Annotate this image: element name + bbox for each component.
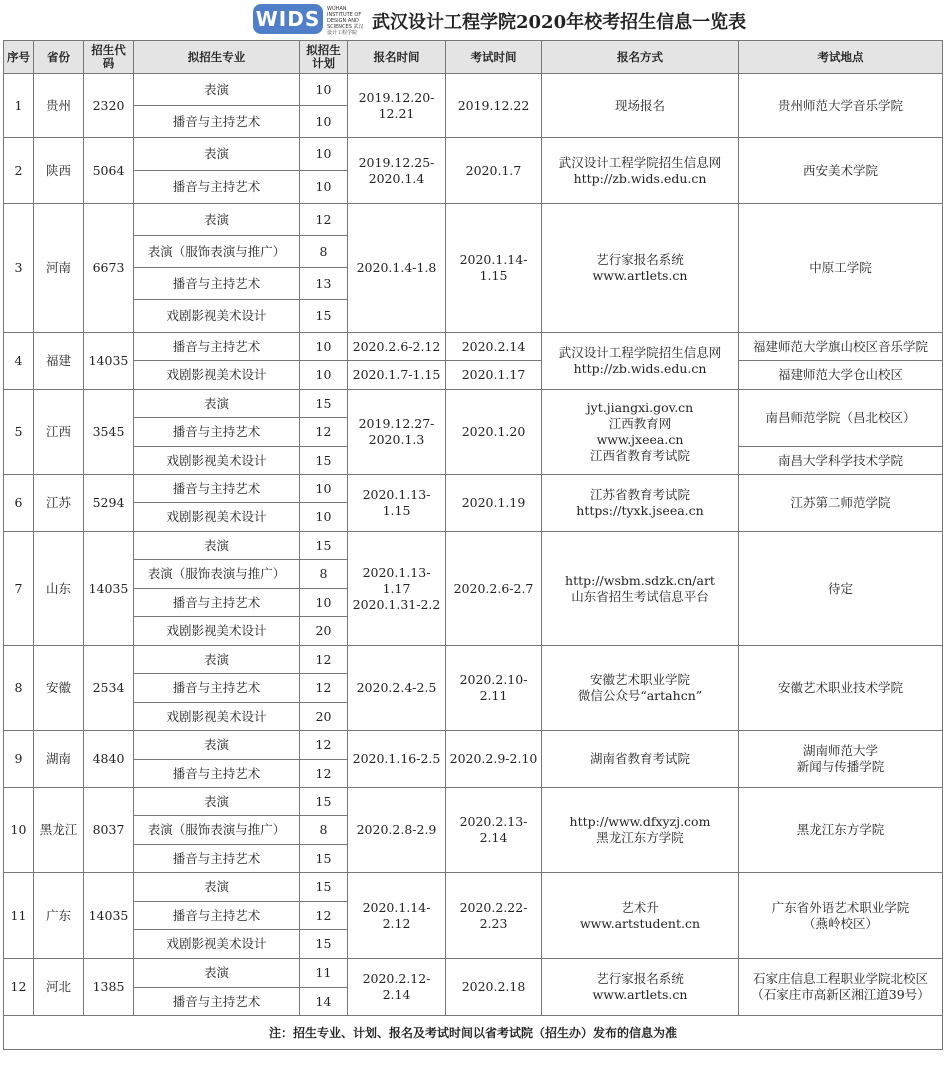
major-cell: 播音与主持艺术 bbox=[134, 988, 300, 1016]
major-cell: 播音与主持艺术 bbox=[134, 845, 300, 873]
province-cell: 江苏 bbox=[34, 475, 84, 532]
plan-cell: 10 bbox=[300, 589, 348, 617]
row-number: 7 bbox=[4, 532, 34, 646]
province-cell: 贵州 bbox=[34, 74, 84, 138]
reg-time-cell: 2020.2.12-2.14 bbox=[348, 959, 446, 1016]
plan-cell: 20 bbox=[300, 703, 348, 731]
province-cell: 陕西 bbox=[34, 138, 84, 204]
exam-venue-cell: 黑龙江东方学院 bbox=[739, 788, 943, 873]
enrollment-code-cell: 4840 bbox=[84, 731, 134, 788]
exam-venue-cell: 南昌师范学院（昌北校区） bbox=[739, 390, 943, 447]
enrollment-code-cell: 14035 bbox=[84, 873, 134, 959]
major-cell: 表演 bbox=[134, 873, 300, 902]
province-cell: 河北 bbox=[34, 959, 84, 1016]
exam-time-cell: 2020.2.13-2.14 bbox=[446, 788, 542, 873]
exam-time-cell: 2020.2.22-2.23 bbox=[446, 873, 542, 959]
exam-time-cell: 2020.1.20 bbox=[446, 390, 542, 475]
exam-venue-cell: 待定 bbox=[739, 532, 943, 646]
row-number: 4 bbox=[4, 333, 34, 390]
plan-cell: 15 bbox=[300, 788, 348, 816]
table-row bbox=[4, 959, 943, 988]
exam-venue-cell: 南昌大学科学技术学院 bbox=[739, 447, 943, 475]
col-header-plan: 拟招生计划 bbox=[300, 41, 348, 74]
row-number: 1 bbox=[4, 74, 34, 138]
major-cell: 表演 bbox=[134, 646, 300, 674]
col-header-reg-method: 报名方式 bbox=[542, 41, 739, 74]
logo-subtitle: WUHAN INSTITUTE OF DESIGN AND SCIENCES 武汉设计工程学院 bbox=[327, 6, 364, 36]
major-cell: 播音与主持艺术 bbox=[134, 760, 300, 788]
reg-time-cell: 2020.1.7-1.15 bbox=[348, 361, 446, 390]
table-row bbox=[4, 532, 943, 560]
plan-cell: 12 bbox=[300, 418, 348, 447]
table-row bbox=[4, 204, 943, 236]
exam-venue-cell: 石家庄信息工程职业学院北校区 （石家庄市高新区湘江道39号） bbox=[739, 959, 943, 1016]
page-header bbox=[0, 0, 945, 40]
major-cell: 表演 bbox=[134, 532, 300, 560]
province-cell: 江西 bbox=[34, 390, 84, 475]
plan-cell: 12 bbox=[300, 646, 348, 674]
reg-time-cell: 2019.12.25- 2020.1.4 bbox=[348, 138, 446, 204]
exam-time-cell: 2020.1.17 bbox=[446, 361, 542, 390]
plan-cell: 15 bbox=[300, 873, 348, 902]
table-row bbox=[4, 873, 943, 902]
row-number: 11 bbox=[4, 873, 34, 959]
reg-time-cell: 2019.12.20-12.21 bbox=[348, 74, 446, 138]
col-header-province: 省份 bbox=[34, 41, 84, 74]
major-cell: 播音与主持艺术 bbox=[134, 333, 300, 361]
logo-badge: WIDS bbox=[253, 4, 323, 34]
exam-venue-cell: 安徽艺术职业技术学院 bbox=[739, 646, 943, 731]
table-row bbox=[4, 788, 943, 816]
reg-time-cell: 2020.2.4-2.5 bbox=[348, 646, 446, 731]
major-cell: 表演 bbox=[134, 390, 300, 418]
major-cell: 表演 bbox=[134, 74, 300, 106]
exam-time-cell: 2020.1.19 bbox=[446, 475, 542, 532]
table-row bbox=[4, 731, 943, 760]
major-cell: 戏剧影视美术设计 bbox=[134, 617, 300, 646]
major-cell: 播音与主持艺术 bbox=[134, 268, 300, 300]
major-cell: 播音与主持艺术 bbox=[134, 589, 300, 617]
reg-time-cell: 2020.2.8-2.9 bbox=[348, 788, 446, 873]
col-header-major: 拟招生专业 bbox=[134, 41, 300, 74]
plan-cell: 14 bbox=[300, 988, 348, 1016]
table-row bbox=[4, 138, 943, 171]
reg-time-cell: 2020.2.6-2.12 bbox=[348, 333, 446, 361]
major-cell: 表演（服饰表演与推广） bbox=[134, 816, 300, 845]
col-header-exam-time: 考试时间 bbox=[446, 41, 542, 74]
reg-method-cell: 武汉设计工程学院招生信息网 http://zb.wids.edu.cn bbox=[542, 333, 739, 390]
plan-cell: 10 bbox=[300, 333, 348, 361]
plan-cell: 10 bbox=[300, 475, 348, 503]
province-cell: 河南 bbox=[34, 204, 84, 333]
exam-time-cell: 2020.2.18 bbox=[446, 959, 542, 1016]
reg-method-cell: 江苏省教育考试院 https://tyxk.jseea.cn bbox=[542, 475, 739, 532]
reg-method-cell: http://wsbm.sdzk.cn/art 山东省招生考试信息平台 bbox=[542, 532, 739, 646]
major-cell: 表演（服饰表演与推广） bbox=[134, 560, 300, 589]
reg-time-cell: 2020.1.14-2.12 bbox=[348, 873, 446, 959]
major-cell: 播音与主持艺术 bbox=[134, 902, 300, 930]
plan-cell: 12 bbox=[300, 760, 348, 788]
exam-time-cell: 2019.12.22 bbox=[446, 74, 542, 138]
major-cell: 戏剧影视美术设计 bbox=[134, 361, 300, 390]
row-number: 6 bbox=[4, 475, 34, 532]
table-row bbox=[4, 333, 943, 361]
major-cell: 播音与主持艺术 bbox=[134, 475, 300, 503]
exam-time-cell: 2020.2.6-2.7 bbox=[446, 532, 542, 646]
reg-method-cell: 湖南省教育考试院 bbox=[542, 731, 739, 788]
major-cell: 戏剧影视美术设计 bbox=[134, 930, 300, 959]
row-number: 12 bbox=[4, 959, 34, 1016]
row-number: 3 bbox=[4, 204, 34, 333]
reg-method-cell: 安徽艺术职业学院 微信公众号“artahcn” bbox=[542, 646, 739, 731]
reg-time-cell: 2020.1.4-1.8 bbox=[348, 204, 446, 333]
exam-time-cell: 2020.1.14-1.15 bbox=[446, 204, 542, 333]
plan-cell: 15 bbox=[300, 300, 348, 333]
enrollment-code-cell: 2534 bbox=[84, 646, 134, 731]
exam-venue-cell: 贵州师范大学音乐学院 bbox=[739, 74, 943, 138]
row-number: 9 bbox=[4, 731, 34, 788]
major-cell: 戏剧影视美术设计 bbox=[134, 503, 300, 532]
plan-cell: 15 bbox=[300, 390, 348, 418]
plan-cell: 12 bbox=[300, 674, 348, 703]
table-row bbox=[4, 74, 943, 106]
plan-cell: 10 bbox=[300, 106, 348, 138]
major-cell: 表演（服饰表演与推广） bbox=[134, 236, 300, 268]
province-cell: 湖南 bbox=[34, 731, 84, 788]
exam-venue-cell: 中原工学院 bbox=[739, 204, 943, 333]
reg-time-cell: 2020.1.13-1.15 bbox=[348, 475, 446, 532]
enrollment-code-cell: 1385 bbox=[84, 959, 134, 1016]
plan-cell: 10 bbox=[300, 171, 348, 204]
col-header-code: 招生代码 bbox=[84, 41, 134, 74]
plan-cell: 15 bbox=[300, 930, 348, 959]
major-cell: 播音与主持艺术 bbox=[134, 418, 300, 447]
exam-time-cell: 2020.1.7 bbox=[446, 138, 542, 204]
plan-cell: 12 bbox=[300, 731, 348, 760]
plan-cell: 8 bbox=[300, 560, 348, 589]
col-header-exam-venue: 考试地点 bbox=[739, 41, 943, 74]
enrollment-code-cell: 5294 bbox=[84, 475, 134, 532]
reg-time-cell: 2020.1.16-2.5 bbox=[348, 731, 446, 788]
plan-cell: 20 bbox=[300, 617, 348, 646]
major-cell: 戏剧影视美术设计 bbox=[134, 447, 300, 475]
wids-logo bbox=[253, 4, 363, 36]
enrollment-code-cell: 3545 bbox=[84, 390, 134, 475]
major-cell: 播音与主持艺术 bbox=[134, 106, 300, 138]
table-row bbox=[4, 361, 943, 390]
col-header-no: 序号 bbox=[4, 41, 34, 74]
plan-cell: 10 bbox=[300, 138, 348, 171]
exam-time-cell: 2020.2.9-2.10 bbox=[446, 731, 542, 788]
exam-venue-cell: 广东省外语艺术职业学院 （燕岭校区） bbox=[739, 873, 943, 959]
major-cell: 戏剧影视美术设计 bbox=[134, 703, 300, 731]
major-cell: 表演 bbox=[134, 138, 300, 171]
reg-method-cell: 艺行家报名系统 www.artlets.cn bbox=[542, 959, 739, 1016]
major-cell: 表演 bbox=[134, 959, 300, 988]
exam-time-cell: 2020.2.14 bbox=[446, 333, 542, 361]
province-cell: 黑龙江 bbox=[34, 788, 84, 873]
plan-cell: 15 bbox=[300, 845, 348, 873]
row-number: 5 bbox=[4, 390, 34, 475]
plan-cell: 10 bbox=[300, 503, 348, 532]
major-cell: 表演 bbox=[134, 788, 300, 816]
exam-venue-cell: 江苏第二师范学院 bbox=[739, 475, 943, 532]
enrollment-code-cell: 2320 bbox=[84, 74, 134, 138]
reg-time-cell: 2019.12.27- 2020.1.3 bbox=[348, 390, 446, 475]
row-number: 10 bbox=[4, 788, 34, 873]
exam-venue-cell: 福建师范大学仓山校区 bbox=[739, 361, 943, 390]
exam-venue-cell: 湖南师范大学 新闻与传播学院 bbox=[739, 731, 943, 788]
exam-venue-cell: 西安美术学院 bbox=[739, 138, 943, 204]
plan-cell: 13 bbox=[300, 268, 348, 300]
major-cell: 表演 bbox=[134, 204, 300, 236]
reg-method-cell: 现场报名 bbox=[542, 74, 739, 138]
table-row bbox=[4, 390, 943, 418]
reg-method-cell: 艺行家报名系统 www.artlets.cn bbox=[542, 204, 739, 333]
enrollment-code-cell: 5064 bbox=[84, 138, 134, 204]
enrollment-code-cell: 14035 bbox=[84, 532, 134, 646]
enrollment-code-cell: 14035 bbox=[84, 333, 134, 390]
plan-cell: 8 bbox=[300, 816, 348, 845]
major-cell: 播音与主持艺术 bbox=[134, 171, 300, 204]
reg-method-cell: http://www.dfxyzj.com 黑龙江东方学院 bbox=[542, 788, 739, 873]
reg-method-cell: 武汉设计工程学院招生信息网 http://zb.wids.edu.cn bbox=[542, 138, 739, 204]
plan-cell: 15 bbox=[300, 532, 348, 560]
plan-cell: 12 bbox=[300, 204, 348, 236]
enrollment-code-cell: 8037 bbox=[84, 788, 134, 873]
province-cell: 山东 bbox=[34, 532, 84, 646]
plan-cell: 8 bbox=[300, 236, 348, 268]
footnote: 注：招生专业、计划、报名及考试时间以省考试院（招生办）发布的信息为准 bbox=[4, 1016, 943, 1050]
major-cell: 戏剧影视美术设计 bbox=[134, 300, 300, 333]
province-cell: 广东 bbox=[34, 873, 84, 959]
table-row bbox=[4, 475, 943, 503]
plan-cell: 12 bbox=[300, 902, 348, 930]
row-number: 8 bbox=[4, 646, 34, 731]
note-row bbox=[4, 1016, 943, 1050]
plan-cell: 15 bbox=[300, 447, 348, 475]
major-cell: 播音与主持艺术 bbox=[134, 674, 300, 703]
plan-cell: 10 bbox=[300, 74, 348, 106]
reg-method-cell: jyt.jiangxi.gov.cn 江西教育网 www.jxeea.cn 江西省教育考试院 bbox=[542, 390, 739, 475]
province-cell: 福建 bbox=[34, 333, 84, 390]
reg-time-cell: 2020.1.13-1.17 2020.1.31-2.2 bbox=[348, 532, 446, 646]
row-number: 2 bbox=[4, 138, 34, 204]
admission-info-table bbox=[3, 40, 943, 1050]
table-header-row bbox=[4, 41, 943, 74]
enrollment-code-cell: 6673 bbox=[84, 204, 134, 333]
page-title: 武汉设计工程学院2020年校考招生信息一览表 bbox=[372, 12, 747, 33]
reg-method-cell: 艺术升 www.artstudent.cn bbox=[542, 873, 739, 959]
province-cell: 安徽 bbox=[34, 646, 84, 731]
major-cell: 表演 bbox=[134, 731, 300, 760]
exam-venue-cell: 福建师范大学旗山校区音乐学院 bbox=[739, 333, 943, 361]
col-header-reg-time: 报名时间 bbox=[348, 41, 446, 74]
table-row bbox=[4, 646, 943, 674]
plan-cell: 11 bbox=[300, 959, 348, 988]
plan-cell: 10 bbox=[300, 361, 348, 390]
exam-time-cell: 2020.2.10-2.11 bbox=[446, 646, 542, 731]
